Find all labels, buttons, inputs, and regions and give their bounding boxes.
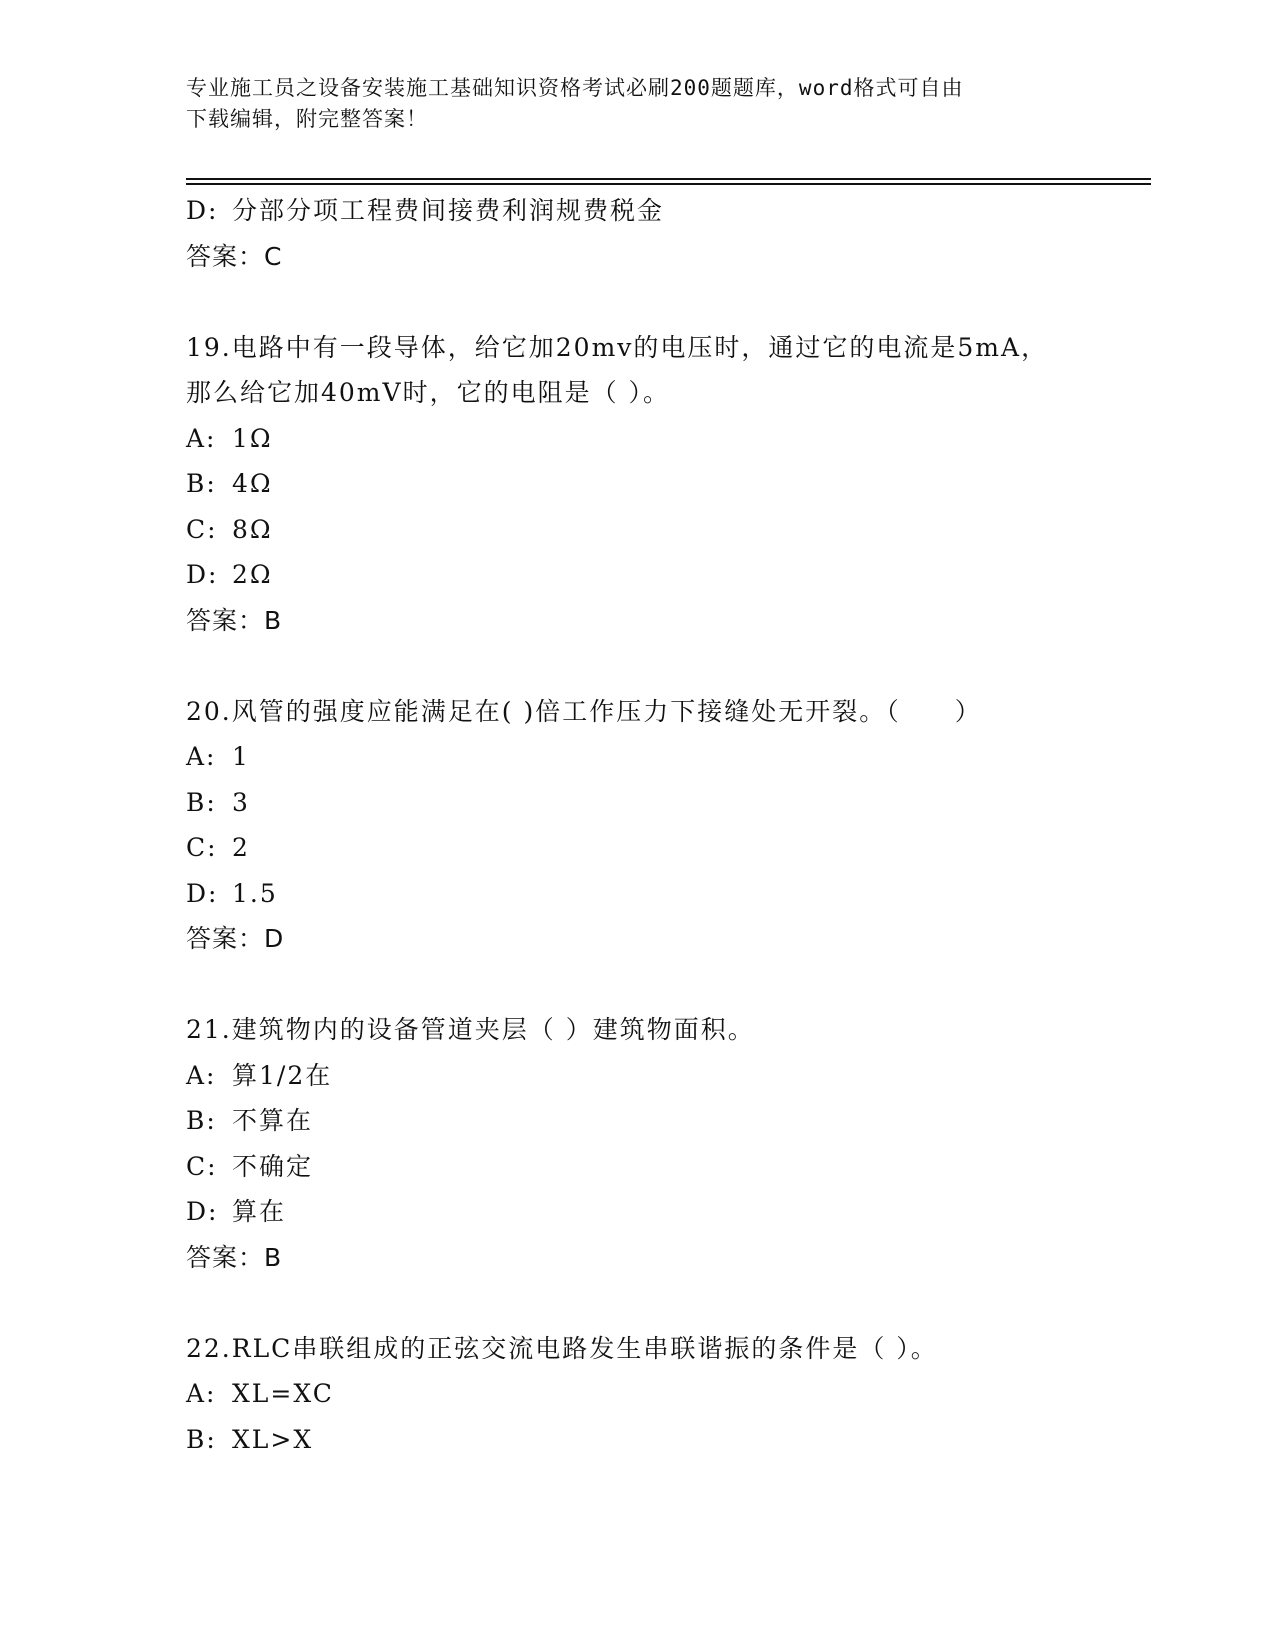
option-label: B:	[186, 1106, 217, 1135]
option-label: B:	[186, 787, 217, 817]
option-label: A:	[186, 1060, 217, 1090]
option-a	[186, 1053, 1146, 1099]
option-text: XL>X	[232, 1424, 314, 1454]
option-label: C:	[186, 514, 218, 544]
question-21	[186, 1007, 1146, 1280]
question-19	[186, 325, 1146, 644]
option-b	[186, 780, 1146, 826]
option-label: C:	[186, 1151, 218, 1181]
question-title: 21.建筑物内的设备管道夹层（ ）建筑物面积。	[186, 1015, 755, 1044]
option-text: 1.5	[232, 878, 278, 908]
option-text: 3	[232, 787, 250, 817]
header-divider-bottom	[186, 183, 1151, 185]
option-text: 1	[232, 742, 250, 771]
option-text: 2	[232, 833, 250, 862]
option-label: D:	[186, 878, 219, 908]
option-d	[186, 871, 1146, 917]
option-c	[186, 825, 1146, 871]
option-a	[186, 734, 1146, 780]
option-text: 8Ω	[232, 514, 273, 544]
option-b	[186, 1417, 1146, 1463]
question-title-cont: 那么给它加40mV时，它的电阻是（ ）。	[186, 378, 671, 407]
header-divider-top	[186, 178, 1151, 180]
option-label: A:	[186, 742, 217, 771]
spacer	[186, 1280, 1146, 1326]
question-title: 19.电路中有一段导体，给它加20mv的电压时，通过它的电流是5mA，	[186, 332, 1049, 362]
prev-option-d	[186, 188, 1146, 234]
option-b	[186, 1098, 1146, 1144]
option-a	[186, 416, 1146, 462]
document-header	[186, 73, 1066, 135]
answer: 答案：B	[186, 605, 283, 635]
option-label: D:	[186, 560, 219, 589]
option-text: 1Ω	[232, 423, 273, 453]
option-text: XL=XC	[232, 1379, 334, 1408]
header-line-2: 下载编辑，附完整答案！	[186, 107, 428, 131]
option-label: D:	[186, 1197, 219, 1226]
option-text: 4Ω	[232, 469, 273, 498]
answer: 答案：D	[186, 924, 285, 953]
question-title: 20.风管的强度应能满足在( )倍工作压力下接缝处无开裂。（ ）	[186, 696, 982, 726]
spacer	[186, 962, 1146, 1008]
option-a	[186, 1371, 1146, 1417]
question-20	[186, 689, 1146, 962]
option-label: B:	[186, 469, 217, 498]
option-d	[186, 1189, 1146, 1235]
option-label: C:	[186, 833, 218, 862]
option-text: 不算在	[232, 1106, 314, 1135]
prev-answer: 答案：C	[186, 241, 283, 271]
spacer	[186, 279, 1146, 325]
option-label: A:	[186, 423, 217, 453]
option-label: A:	[186, 1379, 217, 1408]
option-b	[186, 461, 1146, 507]
option-text: 不确定	[232, 1151, 314, 1181]
option-text: 2Ω	[232, 560, 273, 589]
spacer	[186, 643, 1146, 689]
header-line-1: 专业施工员之设备安装施工基础知识资格考试必刷200题题库，word格式可自由	[186, 76, 964, 100]
answer: 答案：B	[186, 1242, 283, 1272]
option-d	[186, 552, 1146, 598]
option-text: 算在	[232, 1197, 287, 1226]
option-c	[186, 507, 1146, 553]
question-22	[186, 1326, 1146, 1463]
question-title: 22.RLC串联组成的正弦交流电路发生串联谐振的条件是（ ）。	[186, 1333, 938, 1363]
option-label: D:	[186, 196, 219, 225]
option-c	[186, 1144, 1146, 1190]
option-label: B:	[186, 1424, 217, 1454]
option-text: 算1/2在	[232, 1060, 333, 1090]
option-text: 分部分项工程费间接费利润规费税金	[232, 196, 665, 225]
question-list	[186, 188, 1146, 1462]
